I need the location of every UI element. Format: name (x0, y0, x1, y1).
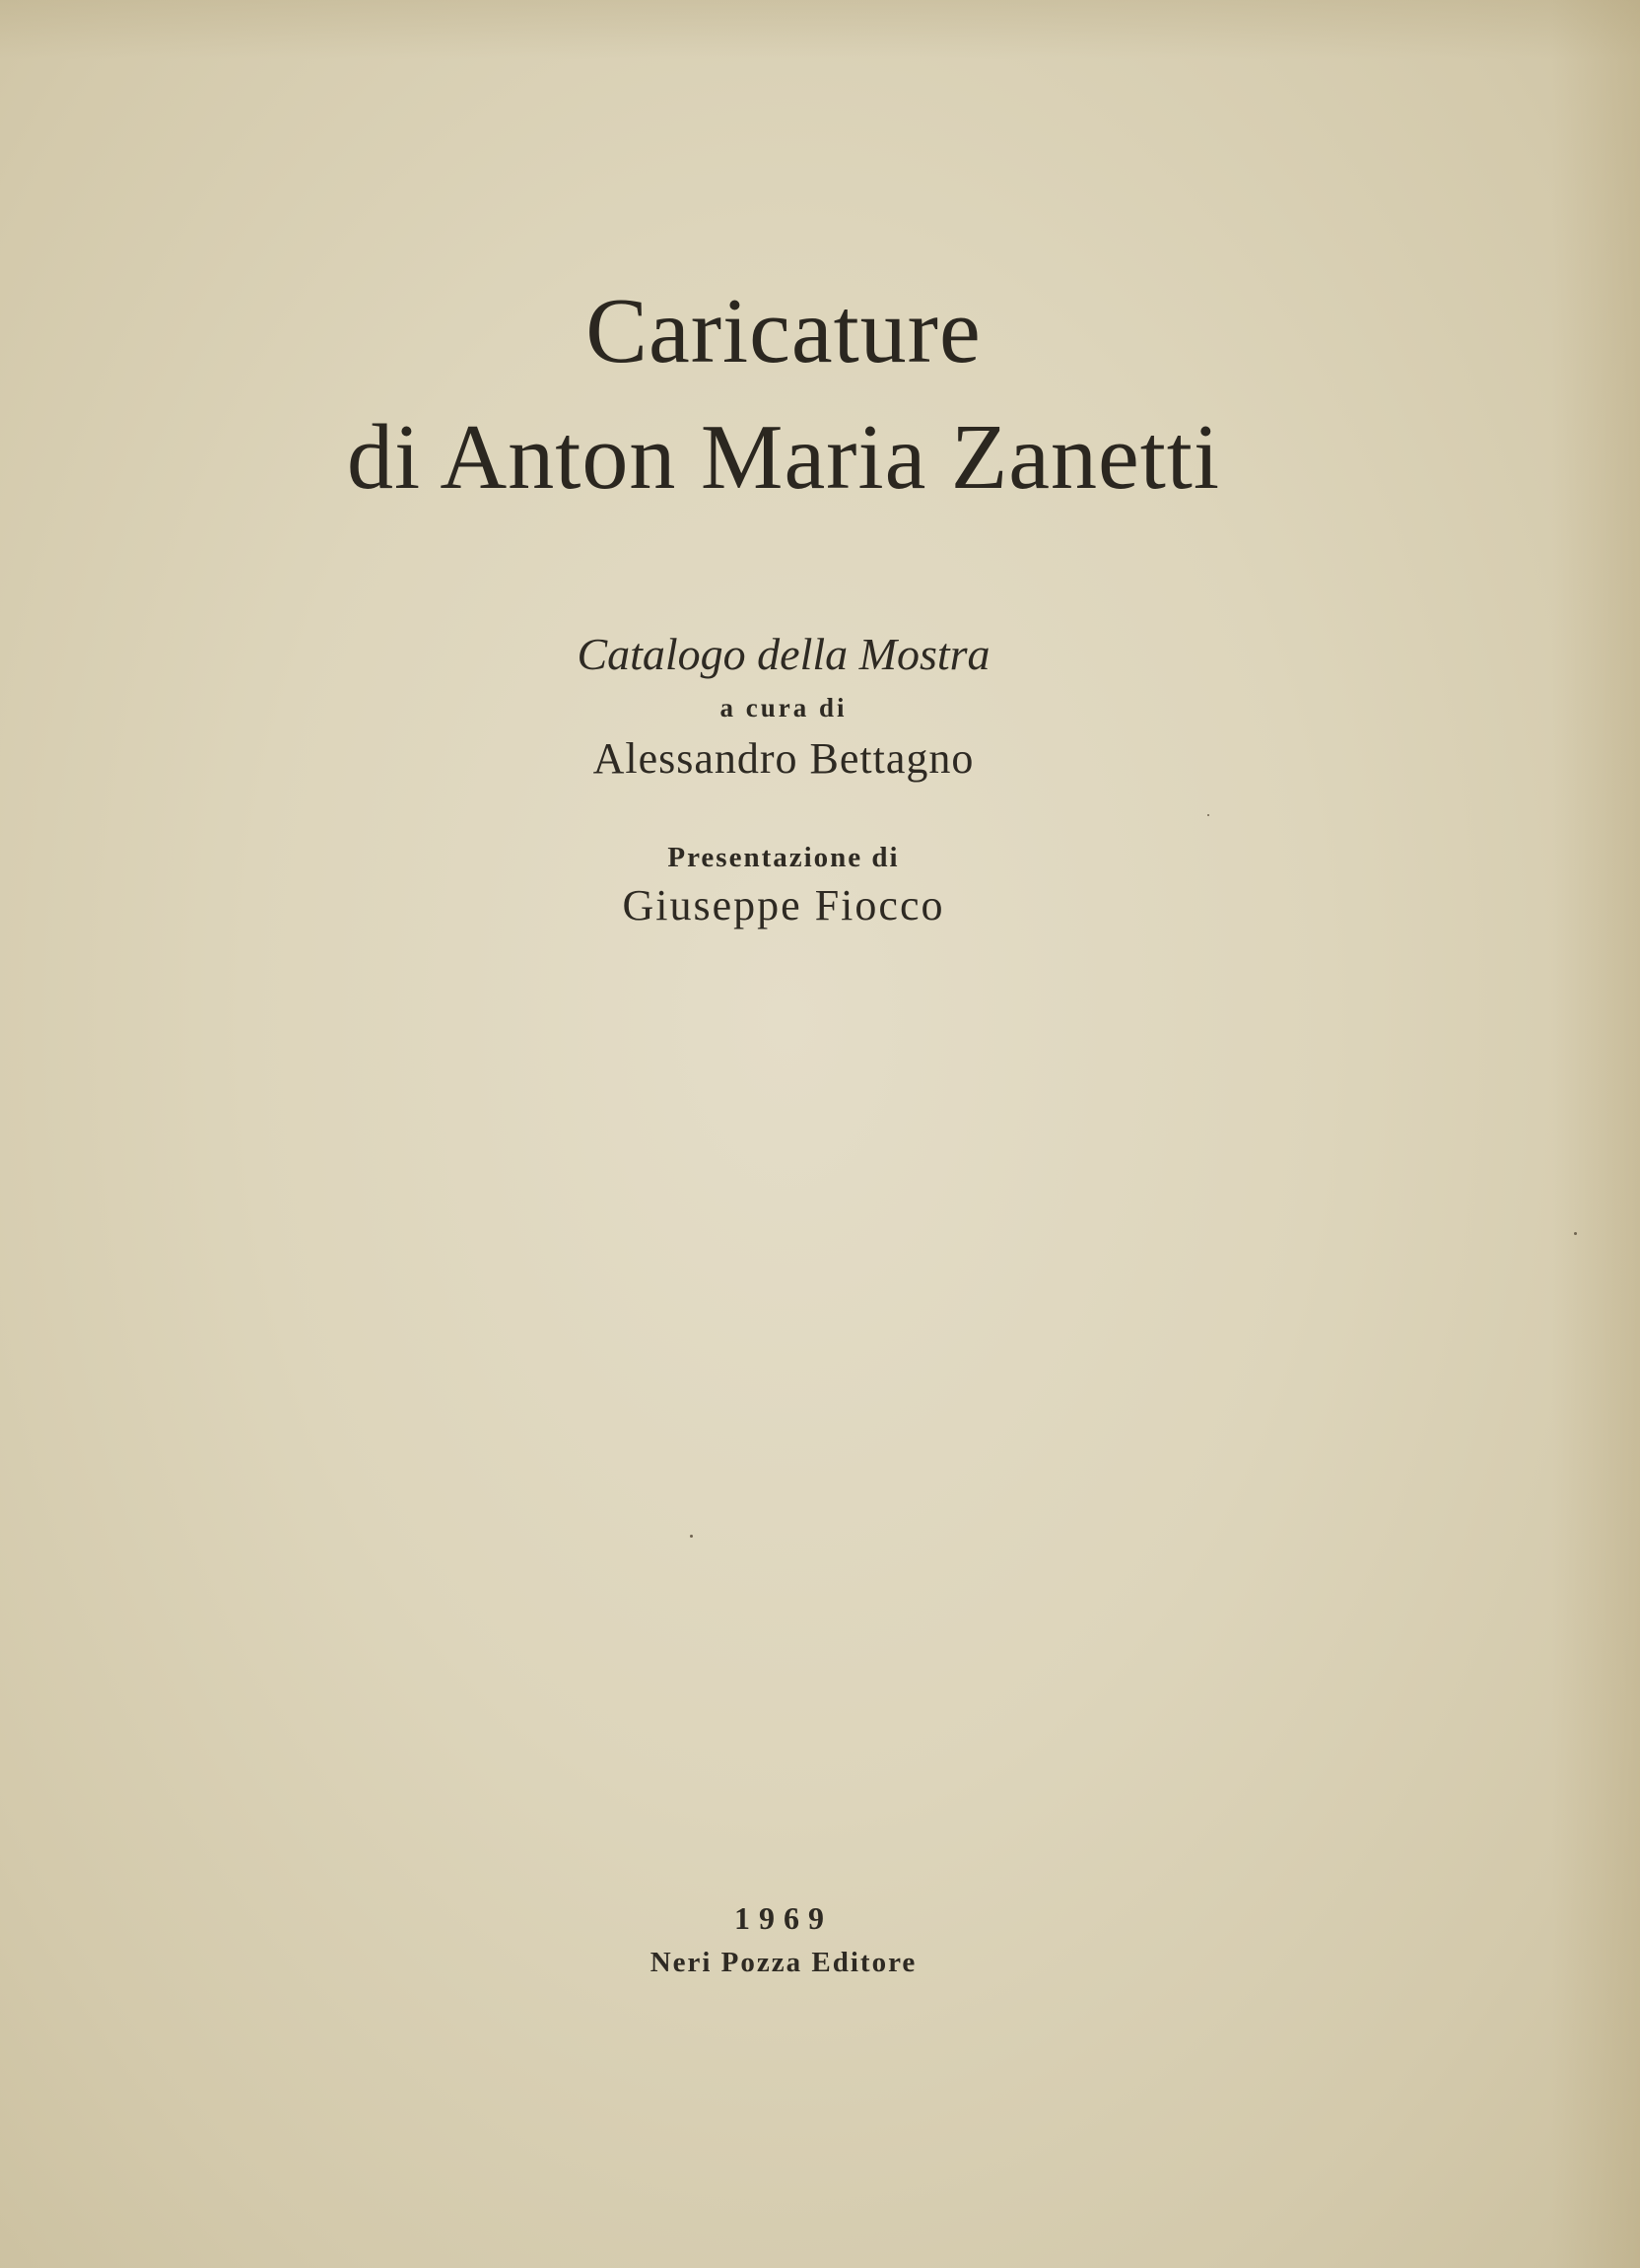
page-top-shadow (0, 0, 1640, 59)
publisher-name: Neri Pozza Editore (649, 1947, 918, 1978)
book-title-line-2: di Anton Maria Zanetti (346, 406, 1221, 509)
book-title-line-1: Caricature (585, 280, 982, 382)
editor-name: Alessandro Bettagno (592, 734, 975, 783)
publication-year: 1969 (734, 1900, 833, 1936)
presenter-name: Giuseppe Fiocco (622, 881, 945, 929)
catalog-subtitle: Catalogo della Mostra (577, 629, 991, 679)
paper-speck (1207, 814, 1209, 816)
paper-speck (1574, 1232, 1577, 1235)
presentation-label: Presentazione di (667, 842, 900, 873)
edited-by-label: a cura di (719, 693, 848, 722)
paper-speck (690, 1535, 693, 1538)
